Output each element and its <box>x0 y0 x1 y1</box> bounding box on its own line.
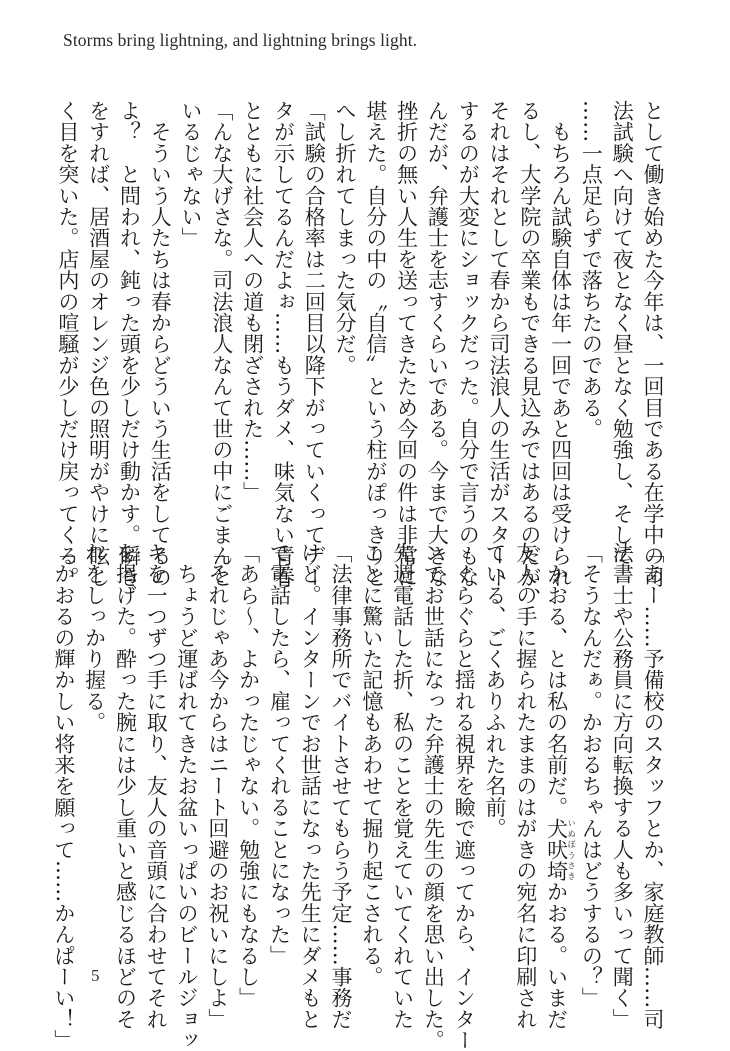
text-column: 法書士や公務員に方向転換する人も多いって聞く」 <box>610 542 635 1030</box>
name-ruby: 犬吠埼いぬぼうさき <box>544 817 577 882</box>
text-column: 堪えた。自分の中の〝自信〟という柱がぽっきりと <box>363 100 388 588</box>
text-block-top <box>55 100 668 609</box>
text-column: 「かおるの輝かしい将来を願って……かんぱーい！」 <box>51 542 76 1051</box>
text-column: んだが、弁護士を志すくらいである。今まで大きな <box>425 100 450 588</box>
text-column: で電話したら、雇ってくれることになった」 <box>267 542 292 966</box>
text-column: ンでお世話になった弁護士の先生の顔を思い出した。 <box>421 542 446 1051</box>
text-column: をすれば、居酒屋のオレンジ色の照明がやけに眩し <box>86 100 111 588</box>
text-column: とともに社会人への道も閉ざされた……」 <box>240 100 265 503</box>
text-column: 「そうなんだぁ。かおるちゃんはどうするの？」 <box>579 542 604 1009</box>
text-block-bottom <box>51 542 668 1051</box>
text-column: いるじゃない」 <box>179 100 204 249</box>
text-column: もちろん試験自体は年一回であと四回は受けられ <box>548 100 573 588</box>
text-column: するのが大変にショックだった。自分で言うのもな <box>456 100 481 588</box>
text-column: 「んな大げさな。司法浪人なんて世の中にごまんと <box>209 100 234 588</box>
text-column: 「それじゃあ今からはニート回避のお祝いにしよ」 <box>205 542 230 1030</box>
text-column: よ？ と問われ、鈍った頭を少しだけ動かす。瞬き <box>117 100 142 588</box>
text-column: として働き始めた今年は、一回目である在学中の司 <box>641 100 665 588</box>
text-column: そういう人たちは春からどういう生活をしてるの <box>148 100 173 588</box>
text-column: 友人の手に握られたままのはがきの宛名に印刷され <box>513 542 538 1030</box>
text-column: タが示してるんだよぉ……もうダメ、味気ない青春 <box>271 100 296 588</box>
text-column: 「あー……予備校のスタッフとか、家庭教師……司 <box>641 542 665 1030</box>
text-column: く目を突いた。店内の喧騒が少しだけ戻ってくる。 <box>55 100 80 588</box>
text-column: へし折れてしまった気分だ。 <box>333 100 358 376</box>
text-column: ている、ごくありふれた名前。 <box>483 542 508 839</box>
text-column: を掲げた。酔った腕には少し重いと感じるほどのそ <box>113 542 138 1030</box>
text-column: キを一つずつ手に取り、友人の音頭に合わせてそれ <box>144 542 169 1030</box>
text-column: 「あら〜、よかったじゃない。勉強にもなるし」 <box>236 542 261 1009</box>
page-number: 5 <box>91 966 100 985</box>
text-column: ことに驚いた記憶もあわせて掘り起こされる。 <box>359 542 384 988</box>
text-column: 「法律事務所でバイトさせてもらう予定……事務だ <box>329 542 354 1030</box>
text-column: それはそれとして春から司法浪人の生活がスタート <box>487 100 512 588</box>
text-column: 挫折の無い人生を送ってきたため今回の件は非常に <box>394 100 419 588</box>
text-column: ……一点足らずで落ちたのである。 <box>579 100 604 440</box>
text-column: 「試験の合格率は二回目以降下がっていくってデー <box>302 100 327 588</box>
text-column: 先週電話した折、私のことを覚えていてくれていた <box>390 542 415 1030</box>
text-column: ちょうど運ばれてきたお盆いっぱいのビールジョッ <box>175 542 200 1051</box>
text-column: かおる、とは私の名前だ。犬吠埼いぬぼうさきかおる。いまだ <box>544 542 577 1030</box>
text-column: けど。インターンでお世話になった先生にダメもと <box>298 542 323 1030</box>
text-column: ぐらぐらと揺れる視界を瞼で遮ってから、インター <box>452 542 477 1051</box>
text-column: 法試験へ向けて夜となく昼となく勉強し、そして <box>610 100 635 567</box>
text-column: れをしっかり握る。 <box>82 542 107 733</box>
running-header: Storms bring lightning, and lightning brings light. <box>63 30 418 50</box>
text-column: るし、大学院の卒業もできる見込みではあるのだが、 <box>517 100 542 609</box>
